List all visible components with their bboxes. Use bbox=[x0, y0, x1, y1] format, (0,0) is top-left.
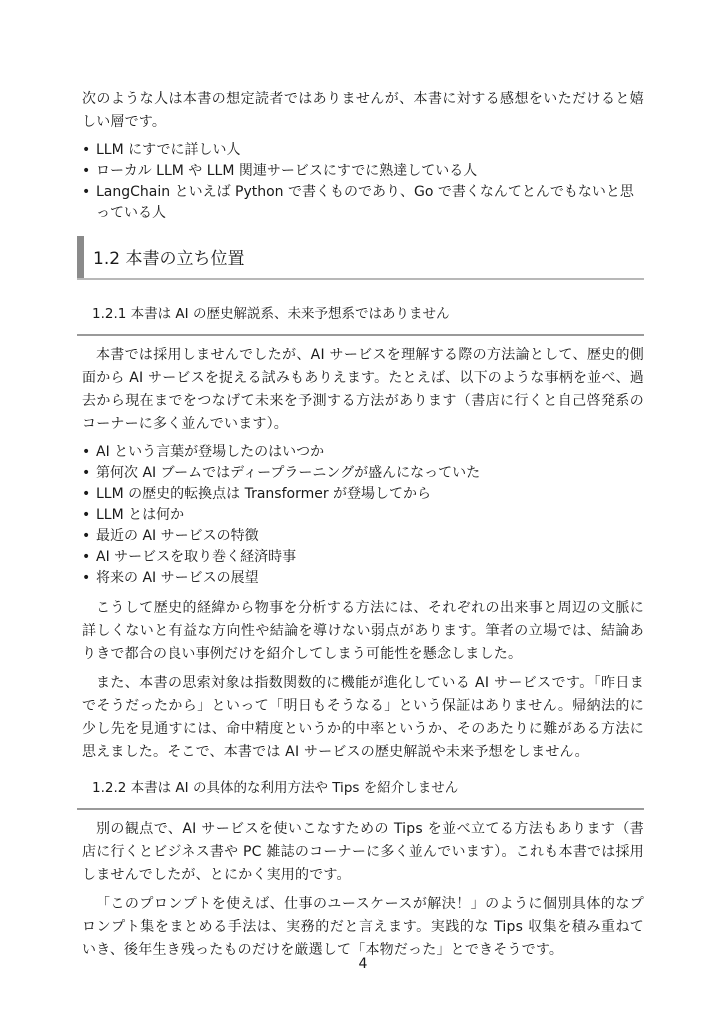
list-item: • AI サービスを取り巻く経済時事 bbox=[82, 547, 644, 568]
paragraph: 本書では採用しませんでしたが、AI サービスを理解する際の方法論として、歴史的側面から AI サービスを捉える試みもありえます。たとえば、以下のような事柄を並べ、過去から現在までをつなげて未来を予測する方法があります（書店に行くと自己啓発系のコーナーに多く並んでいます）。 bbox=[82, 347, 644, 432]
paragraph: こうして歴史的経緯から物事を分析する方法には、それぞれの出来事と周辺の文脈に詳しくないと有益な方向性や結論を導けない弱点があります。筆者の立場では、結論ありきで都合の良い事例だけを紹介してしまう可能性を懸念しました。 bbox=[82, 600, 644, 662]
list-item: • 将来の AI サービスの展望 bbox=[82, 568, 644, 589]
paragraph: 別の観点で、AI サービスを使いこなすための Tips を並べ立てる方法もあります（書店に行くとビジネス書や PC 雑誌のコーナーに多く並んでいます）。これも本書では採用しませんでしたが、とにかく実用的です。 bbox=[82, 821, 644, 883]
list-item: • 第何次 AI ブームではディープラーニングが盛んになっていた bbox=[82, 463, 644, 484]
paragraph: 「このプロンプトを使えば、仕事のユースケースが解決！」のように個別具体的なプロンプト集をまとめる手法は、実務的だと言えます。実践的な Tips 収集を積み重ねていき、後年生き残ったものだけを厳選して「本物だった」とできそうです。 bbox=[82, 896, 644, 958]
subsection-title-1: 1.2.1 本書は AI の歴史解説系、未来予想系ではありません bbox=[77, 304, 644, 336]
list-item: • LLM とは何か bbox=[82, 505, 644, 526]
page-body bbox=[82, 88, 644, 968]
list-item: • ローカル LLM や LLM 関連サービスにすでに熟達している人 bbox=[82, 161, 644, 182]
section-heading bbox=[77, 236, 644, 280]
list-item: • LangChain といえば Python で書くものであり、Go で書くなんてとんでもないと思っている人 bbox=[82, 182, 644, 224]
section-title: 1.2 本書の立ち位置 bbox=[93, 249, 245, 269]
list-item: • AI という言葉が登場したのはいつか bbox=[82, 442, 644, 463]
list-item: • 最近の AI サービスの特徴 bbox=[82, 526, 644, 547]
list-item: • LLM の歴史的転換点は Transformer が登場してから bbox=[82, 484, 644, 505]
intro-paragraph: 次のような人は本書の想定読者ではありませんが、本書に対する感想をいただけると嬉しい層です。 bbox=[82, 91, 644, 130]
history-list bbox=[82, 442, 644, 589]
page-number: 4 bbox=[358, 956, 368, 972]
heading-bar bbox=[77, 236, 84, 278]
paragraph: また、本書の思索対象は指数関数的に機能が進化している AI サービスです。「昨日までそうだったから」といって「明日もそうなる」という保証はありません。帰納法的に少し先を見通すには、命中精度というか的中率というか、そのあたりに難がある方法に思えました。そこで、本書では AI サービスの歴史解説や未来予想をしません。 bbox=[82, 675, 644, 760]
intro-list bbox=[82, 140, 644, 224]
list-item: • LLM にすでに詳しい人 bbox=[82, 140, 644, 161]
subsection-title-2: 1.2.2 本書は AI の具体的な利用方法や Tips を紹介しません bbox=[77, 778, 644, 810]
